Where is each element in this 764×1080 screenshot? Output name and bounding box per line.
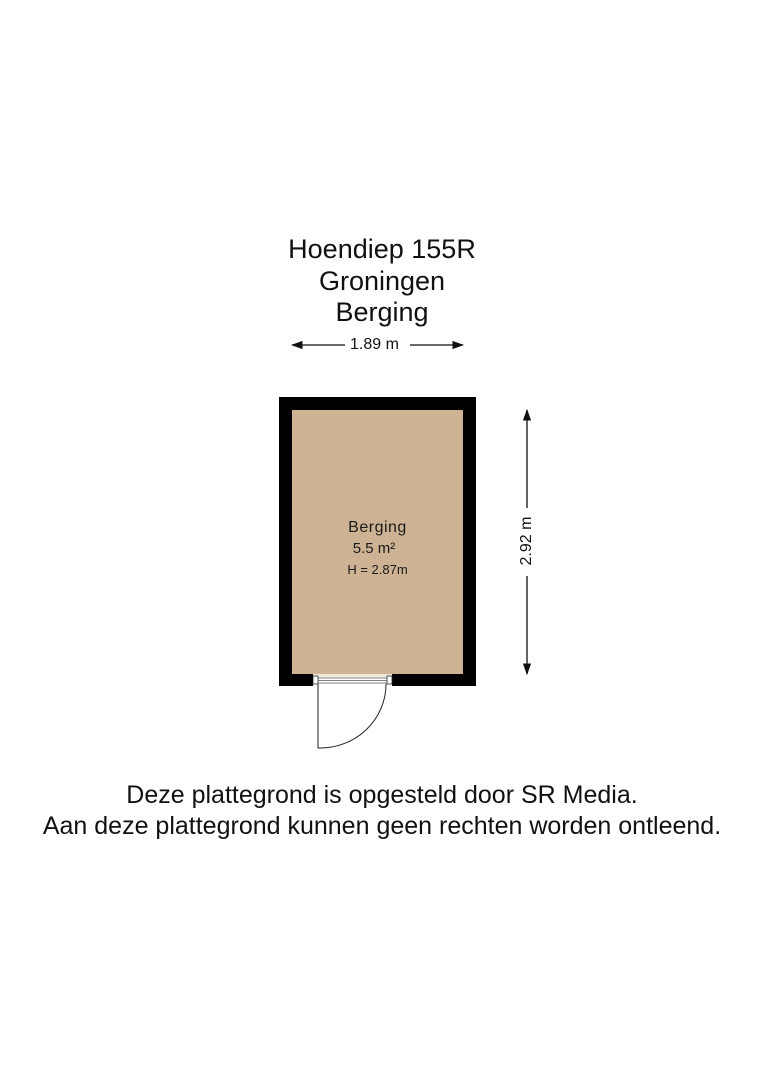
door	[313, 674, 392, 748]
city-title: Groningen	[318, 266, 446, 296]
width-dimension-label: 1.89 m	[350, 336, 399, 353]
room-height: H = 2.87m	[347, 562, 408, 577]
disclaimer-line-2: Aan deze plattegrond kunnen geen rechten worden ontleend.	[42, 812, 722, 840]
floor-title: Berging	[335, 297, 429, 327]
address-title: Hoendiep 155R	[288, 234, 476, 264]
room-area: 5.5 m²	[352, 540, 396, 557]
depth-dimension-label: 2.92 m	[518, 510, 536, 572]
disclaimer-line-1: Deze plattegrond is opgesteld door SR Media.	[126, 781, 638, 809]
room-name: Berging	[348, 519, 407, 536]
